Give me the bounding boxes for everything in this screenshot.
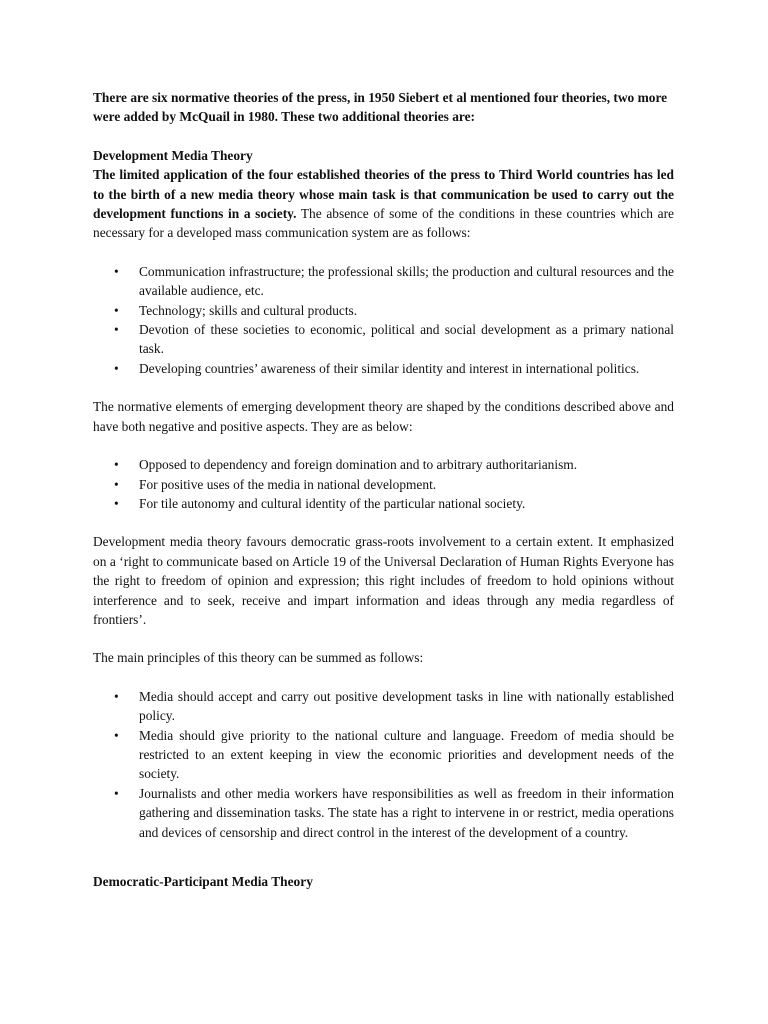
list-item [93, 687, 674, 726]
normative-elements-paragraph: The normative elements of emerging development theory are shaped by the conditions described above and have both negative and positive aspects. They are as below: [93, 399, 674, 434]
heading-democratic-participant-media-theory: Democratic-Participant Media Theory [93, 874, 313, 889]
list-item-text: Media should accept and carry out positive development tasks in line with nationally established policy. [139, 688, 674, 724]
principles-list [93, 687, 674, 842]
bullet-icon: • [114, 302, 119, 318]
grassroots-paragraph: Development media theory favours democratic grass-roots involvement to a certain extent. It emphasized on a ‘right to communicate based on Article 19 of the Universal Declaration of Human Rights Everyone has the right to freedom of opinion and expression; this right includes of freedom to hold opinions without interference and to seek, receive and impart information and ideas through any media regardless of frontiers’. [93, 534, 674, 627]
bullet-icon: • [114, 476, 119, 492]
normative-elements-list [93, 455, 674, 513]
bullet-icon: • [114, 785, 119, 801]
list-item [93, 262, 674, 301]
list-item-text: Opposed to dependency and foreign domination and to arbitrary authoritarianism. [139, 457, 578, 473]
document-page [93, 88, 674, 891]
list-item [93, 455, 674, 474]
bullet-icon: • [114, 495, 119, 511]
list-item-text: Devotion of these societies to economic, political and social development as a primary national task. [139, 322, 674, 357]
bullet-icon: • [114, 263, 119, 279]
development-lead-paragraph [93, 165, 674, 243]
development-lead-bold: The limited application of the four established theories of the press to Third World countries has led to the birth of a new media theory whose main task is that communication be used to carry out the development functions in a society. [93, 167, 674, 222]
list-item [93, 475, 674, 494]
list-item-text: Developing countries’ awareness of their similar identity and interest in international politics. [139, 360, 640, 376]
development-lead-rest: The absence of some of the conditions in these countries which are necessary for a developed mass communication system are as follows: [93, 206, 674, 241]
list-item [93, 726, 674, 784]
intro-paragraph: There are six normative theories of the press, in 1950 Siebert et al mentioned four theories, two more were added by McQuail in 1980. These two additional theories are: [93, 90, 668, 125]
list-item-text: Journalists and other media workers have responsibilities as well as freedom in their information gathering and dissemination tasks. The state has a right to intervene in or restrict, media operations and devices of censorship and direct control in the interest of the development of a country. [139, 785, 674, 840]
list-item-text: For tile autonomy and cultural identity of the particular national society. [139, 495, 526, 511]
bullet-icon: • [114, 727, 119, 743]
list-item [93, 301, 674, 320]
list-item [93, 320, 674, 359]
bullet-icon: • [114, 360, 119, 376]
list-item [93, 784, 674, 842]
bullet-icon: • [114, 322, 119, 338]
list-item [93, 494, 674, 513]
list-item-text: For positive uses of the media in national development. [139, 476, 437, 492]
bullet-icon: • [114, 457, 119, 473]
bullet-icon: • [114, 688, 119, 704]
heading-development-media-theory: Development Media Theory [93, 147, 253, 163]
list-item [93, 359, 674, 378]
conditions-list [93, 262, 674, 378]
principles-intro-paragraph: The main principles of this theory can be summed as follows: [93, 650, 424, 666]
list-item-text: Technology; skills and cultural products. [139, 302, 358, 318]
list-item-text: Communication infrastructure; the professional skills; the production and cultural resources and the available audience, etc. [139, 263, 674, 299]
list-item-text: Media should give priority to the national culture and language. Freedom of media should be restricted to an extent keeping in view the economic priorities and development needs of the society. [139, 727, 674, 782]
